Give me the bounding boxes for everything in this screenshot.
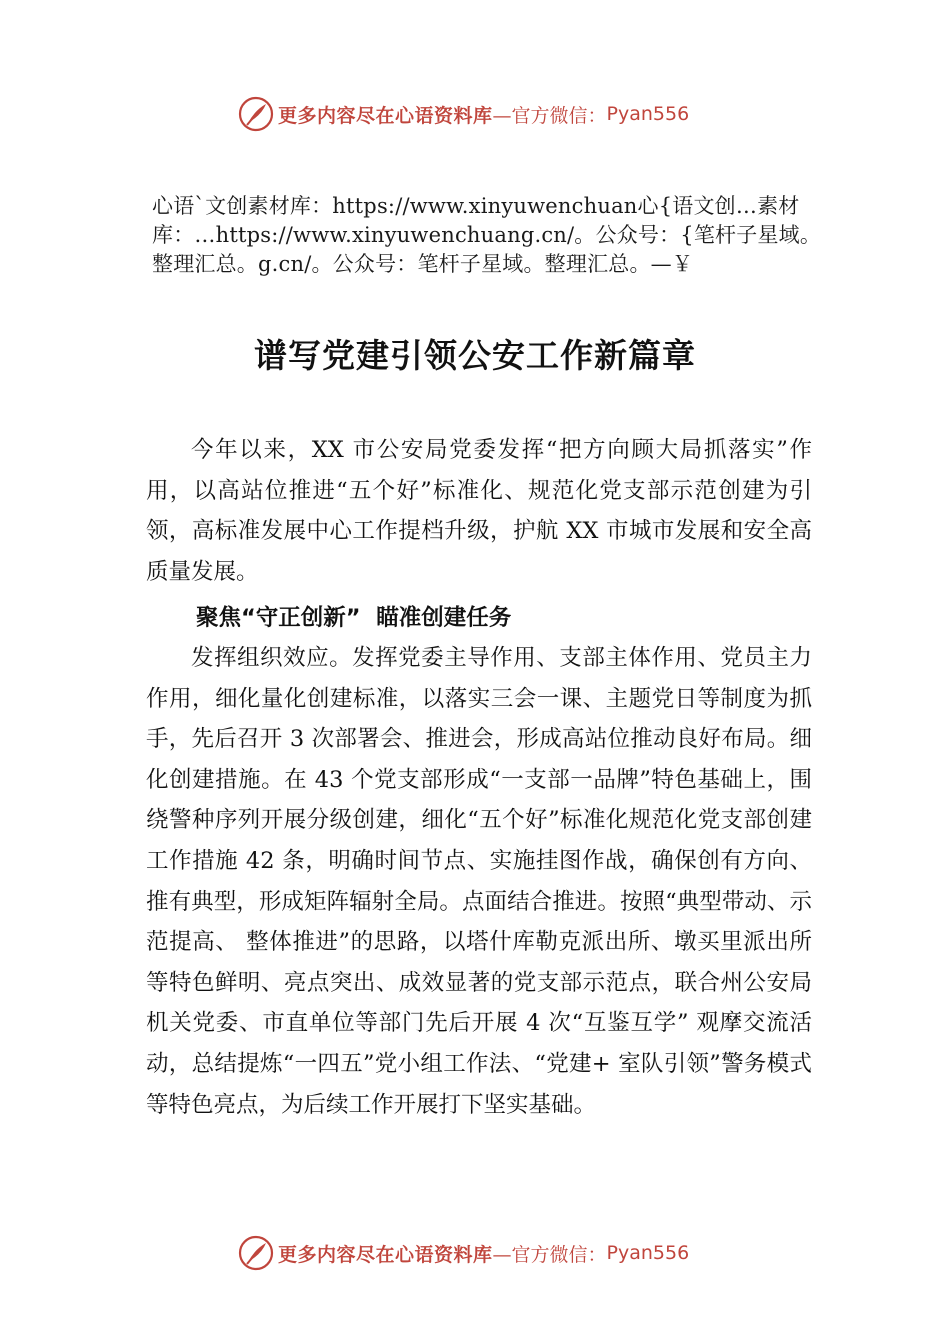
quill-logo-icon bbox=[238, 1235, 274, 1271]
banner-wechat-label: —官方微信： bbox=[492, 104, 607, 127]
header-banner bbox=[238, 94, 689, 134]
banner-handle: Pyan556 bbox=[606, 1242, 690, 1264]
page-title: 谱写党建引领公安工作新篇章 bbox=[254, 336, 696, 375]
banner-handle: Pyan556 bbox=[606, 103, 690, 125]
banner-text: 更多内容尽在心语资料库 bbox=[278, 104, 493, 127]
footer-banner bbox=[238, 1233, 689, 1273]
banner-wechat-label: —官方微信： bbox=[492, 1243, 607, 1266]
paragraph-body: 发挥组织效应。发挥党委主导作用、支部主体作用、党员主力作用，细化量化创建标准，以落实三会一课、主题党日等制度为抓手，先后召开 3 次部署会、推进会，形成高站位推动良好布局。细化创建措施。在 43 个党支部形成“一支部一品牌”特色基础上，围绕警种序列开展分级创建，细化“五个好”标准化规范化党支部创建工作措施 42 条，明确时间节点、实施挂图作战，确保创有方向、推有典型，形成矩阵辐射全局。点面结合推进。按照“典型带动、示范提高、 整体推进”的思路，以塔什库勒克派出所、墩买里派出所等特色鲜明、亮点突出、成效显著的党支部示范点，联合州公安局机关党委、市直单位等部门先后开展 4 次“互鉴互学” 观摩交流活动，总结提炼“一四五”党小组工作法、“党建+ 室队引领”警务模式等特色亮点，为后续工作开展打下坚实基础。 bbox=[146, 645, 812, 1118]
watermark-text: 心语`文创素材库：https://www.xinyuwenchuan心{语文创…素材库：…https://www.xinyuwenchuang.cn/。公众号：{笔杆子星域。整理汇总。g.cn/。公众号：笔杆子星域。整理汇总。—￥ bbox=[152, 194, 822, 276]
section-heading: 聚焦“守正创新” 瞄准创建任务 bbox=[196, 605, 512, 631]
paragraph-intro: 今年以来，XX 市公安局党委发挥“把方向顾大局抓落实”作用，以高站位推进“五个好”标准化、规范化党支部示范创建为引领，高标准发展中心工作提档升级，护航 XX 市城市发展和安全高质量发展。 bbox=[146, 437, 812, 585]
quill-logo-icon bbox=[238, 96, 274, 132]
banner-text: 更多内容尽在心语资料库 bbox=[278, 1243, 493, 1266]
